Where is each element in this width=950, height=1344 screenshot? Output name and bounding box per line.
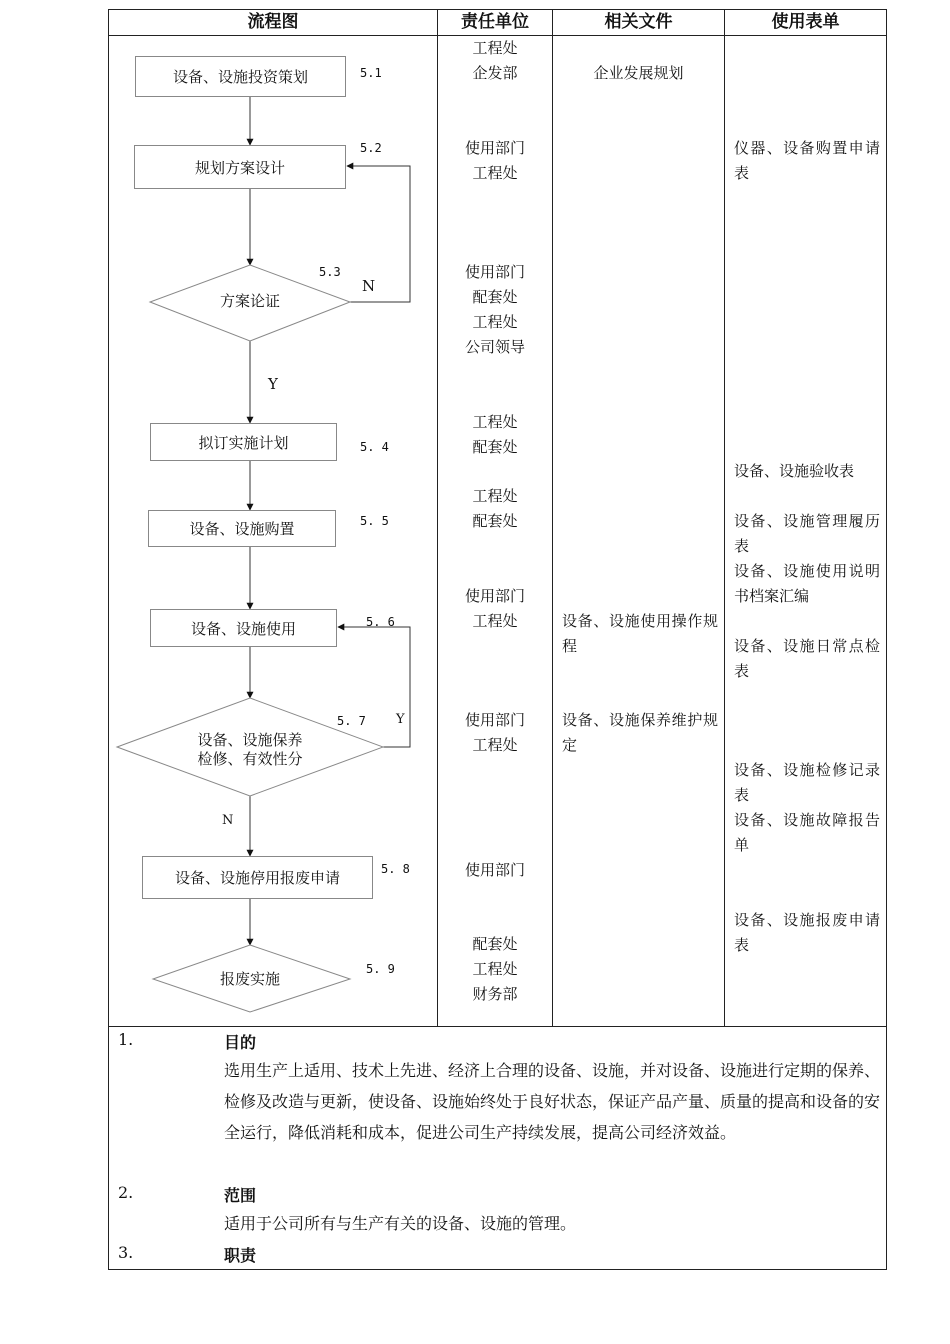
responsible-unit: 配套处: [472, 438, 518, 456]
branch-label-no: N: [222, 813, 234, 828]
form-item: 仪器、设备购置申请表: [734, 139, 880, 182]
step-number-5-5: 5. 5: [360, 514, 389, 528]
branch-label-yes: Y: [396, 712, 405, 727]
step-number-5-8: 5. 8: [381, 862, 410, 876]
step-purchase: 设备、设施购置: [148, 510, 336, 547]
form-item: 设备、设施验收表: [734, 462, 855, 480]
step-number-5-9: 5. 9: [366, 962, 395, 976]
form-item: 设备、设施使用说明书档案汇编: [734, 562, 880, 605]
section-body-purpose: 选用生产上适用、技术上先进、经济上合理的设备、设施，并对设备、设施进行定期的保养、检修及改造与更新，使设备、设施始终处于良好状态，保证产品产量、质量的提高和设备的安全运行，降低消耗和成本，促进公司生产持续发展，提高公司经济效益。: [224, 1061, 881, 1142]
responsible-unit: 工程处: [472, 612, 518, 630]
decision-maintenance-line2: 检修、有效性分: [197, 750, 303, 768]
header-responsible: 责任单位: [461, 12, 529, 32]
responsible-unit: 使用部门: [464, 263, 525, 281]
decision-plan-review: 方案论证: [219, 292, 280, 310]
form-item: 设备、设施报废申请表: [734, 911, 880, 954]
header-documents: 相关文件: [604, 12, 673, 32]
form-item: 设备、设施管理履历表: [734, 512, 880, 555]
responsible-unit: 公司领导: [464, 338, 525, 356]
header-flowchart: 流程图: [247, 12, 299, 32]
header-forms: 使用表单: [771, 12, 840, 32]
step-scrap-application: 设备、设施停用报废申请: [142, 856, 373, 899]
related-document: 企业发展规划: [593, 64, 684, 82]
section-title-scope: 范围: [224, 1186, 257, 1205]
form-item: 设备、设施故障报告单: [734, 811, 880, 854]
branch-label-yes: Y: [268, 375, 278, 393]
responsible-unit: 使用部门: [464, 711, 525, 729]
section-number: 1.: [118, 1030, 134, 1049]
step-number-5-3: 5.3: [319, 265, 341, 279]
responsible-unit: 使用部门: [464, 587, 525, 605]
decision-scrap-implementation: 报废实施: [219, 970, 280, 988]
step-number-5-6: 5. 6: [366, 615, 395, 629]
responsible-unit: 使用部门: [464, 861, 525, 879]
step-plan-design: 规划方案设计: [134, 145, 346, 189]
responsible-unit: 工程处: [472, 960, 518, 978]
responsible-unit: 工程处: [472, 413, 518, 431]
decision-maintenance-line1: 设备、设施保养: [197, 731, 303, 749]
section-title-responsibilities: 职责: [224, 1246, 257, 1265]
branch-label-no: N: [362, 277, 376, 295]
section-number: 3.: [118, 1243, 134, 1262]
step-number-5-4: 5. 4: [360, 440, 389, 454]
responsible-unit: 配套处: [472, 288, 518, 306]
responsible-unit: 配套处: [472, 512, 518, 530]
section-title-purpose: 目的: [224, 1033, 257, 1052]
responsible-unit: 配套处: [472, 935, 518, 953]
step-number-5-1: 5.1: [360, 66, 382, 80]
form-item: 设备、设施检修记录表: [734, 761, 880, 804]
related-document: 设备、设施保养维护规定: [562, 711, 718, 754]
responsible-unit: 工程处: [472, 39, 518, 57]
section-number: 2.: [118, 1183, 134, 1202]
step-number-5-2: 5.2: [360, 141, 382, 155]
responsible-unit: 工程处: [472, 164, 518, 182]
step-implementation-plan: 拟订实施计划: [150, 423, 337, 461]
form-item: 设备、设施日常点检表: [734, 637, 880, 680]
responsible-unit: 工程处: [472, 487, 518, 505]
responsible-unit: 工程处: [472, 736, 518, 754]
responsible-unit: 使用部门: [464, 139, 525, 157]
step-investment-planning: 设备、设施投资策划: [135, 56, 346, 97]
step-usage: 设备、设施使用: [150, 609, 337, 647]
related-document: 设备、设施使用操作规程: [562, 612, 718, 655]
responsible-unit: 企发部: [472, 64, 518, 82]
step-number-5-7: 5. 7: [337, 714, 366, 728]
responsible-unit: 财务部: [472, 985, 518, 1003]
responsible-unit: 工程处: [472, 313, 518, 331]
section-body-scope: 适用于公司所有与生产有关的设备、设施的管理。: [224, 1214, 577, 1233]
